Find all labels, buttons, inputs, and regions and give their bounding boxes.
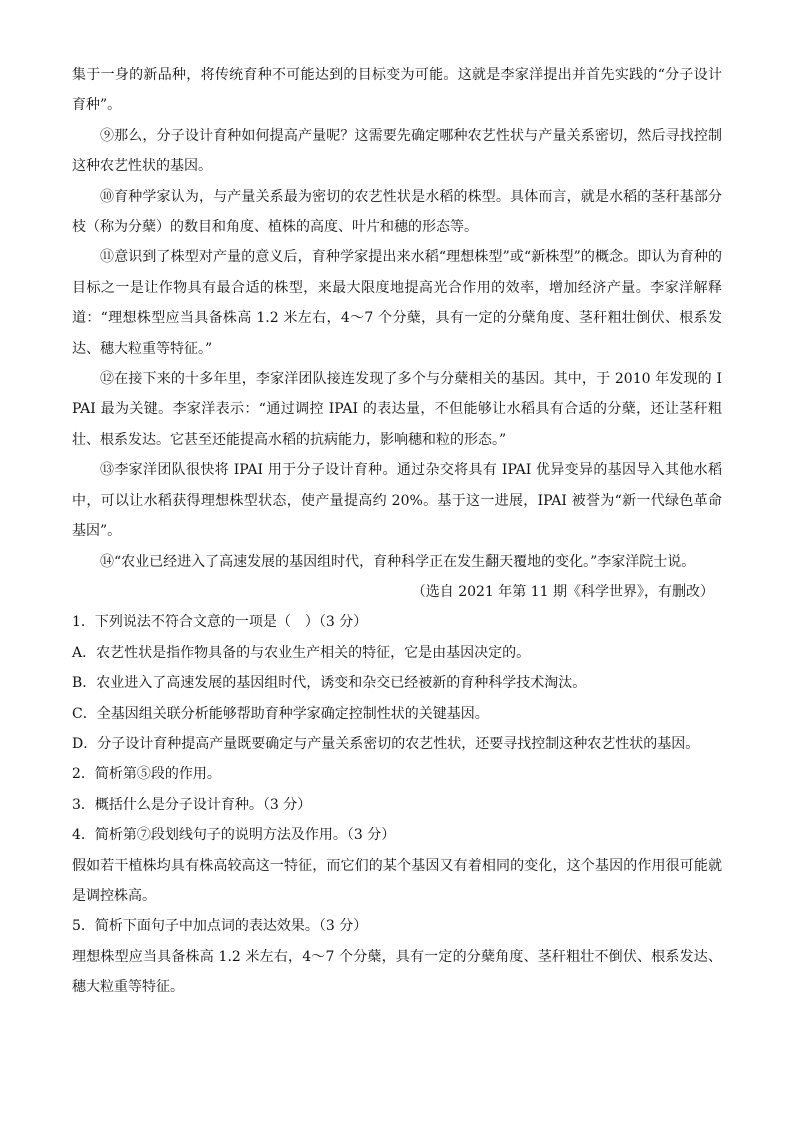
question-1-option-c: C．全基因组关联分析能够帮助育种学家确定控制性状的关键基因。 bbox=[72, 705, 489, 722]
question-1-option-b: B．农业进入了高速发展的基因组时代，诱变和杂交已经被新的育种科学技术淘汰。 bbox=[72, 675, 587, 692]
source-citation: （选自 2021 年第 11 期《科学世界》，有删改） bbox=[411, 583, 714, 600]
question-5-quoted-sentence: 理想株型应当具备株高 1.2 米左右，4～7 个分蘖，具有一定的分蘖角度、茎秆粗壮不倒伏、根系发达、穗大粒重等特征。 bbox=[72, 948, 722, 996]
question-2: 2．简析第⑤段的作用。 bbox=[72, 766, 221, 783]
paragraph-12: ⑫在接下来的十多年里，李家洋团队接连发现了多个与分蘖相关的基因。其中，于 2010 年发现的 IPAI 最为关键。李家洋表示：“通过调控 IPAI 的表达量，不但能够让水稻具有合适的分蘖，还让茎秆粗壮、根系发达。它甚至还能提高水稻的抗病能力，影响穗和粒的形态。” bbox=[72, 371, 722, 448]
paragraph-11: ⑪意识到了株型对产量的意义后，育种学家提出来水稻“理想株型”或“新株型”的概念。即认为育种的目标之一是让作物具有最合适的株型，来最大限度地提高光合作用的效率，增加经济产量。李家洋解释道：“理想株型应当具备株高 1.2 米左右，4～7 个分蘖，具有一定的分蘖角度、茎秆粗壮倒伏、根系发达、穗大粒重等特征。” bbox=[72, 249, 722, 357]
question-5: 5．简析下面句子中加点词的表达效果。（3 分） bbox=[72, 918, 368, 935]
question-4: 4．简析第⑦段划线句子的说明方法及作用。（3 分） bbox=[72, 827, 396, 844]
question-1-option-a: A．农艺性状是指作物具备的与农业生产相关的特征，它是由基因决定的。 bbox=[72, 644, 531, 661]
paragraph-13: ⑬李家洋团队很快将 IPAI 用于分子设计育种。通过杂交将具有 IPAI 优异变异的基因导入其他水稻中，可以让水稻获得理想株型状态，使产量提高约 20%。基于这一进展，IPAI 被誉为“新一代绿色革命基因”。 bbox=[72, 462, 722, 540]
paragraph-10: ⑩育种学家认为，与产量关系最为密切的农艺性状是水稻的株型。具体而言，就是水稻的茎秆基部分枝（称为分蘖）的数目和角度、植株的高度、叶片和穗的形态等。 bbox=[72, 188, 722, 236]
question-3: 3．概括什么是分子设计育种。（3 分） bbox=[72, 796, 312, 813]
paragraph-9: ⑨那么，分子设计育种如何提高产量呢？这需要先确定哪种农艺性状与产量关系密切，然后寻找控制这种农艺性状的基因。 bbox=[72, 127, 722, 175]
question-4-quoted-sentence: 假如若干植株均具有株高较高这一特征，而它们的某个基因又有着相同的变化，这个基因的作用很可能就是调控株高。 bbox=[72, 857, 722, 904]
question-1: 1．下列说法不符合文意的一项是（ ）（3 分） bbox=[72, 614, 368, 631]
question-1-option-d: D．分子设计育种提高产量既要确定与产量关系密切的农艺性状，还要寻找控制这种农艺性状的基因。 bbox=[72, 735, 700, 752]
paragraph-14: ⑭“农业已经进入了高速发展的基因组时代，育种科学正在发生翻天覆地的变化。”李家洋院士说。 bbox=[100, 553, 696, 570]
paragraph-continued: 集于一身的新品种，将传统育种不可能达到的目标变为可能。这就是李家洋提出并首先实践的“分子设计育种”。 bbox=[72, 67, 722, 114]
document-page bbox=[72, 60, 722, 1003]
